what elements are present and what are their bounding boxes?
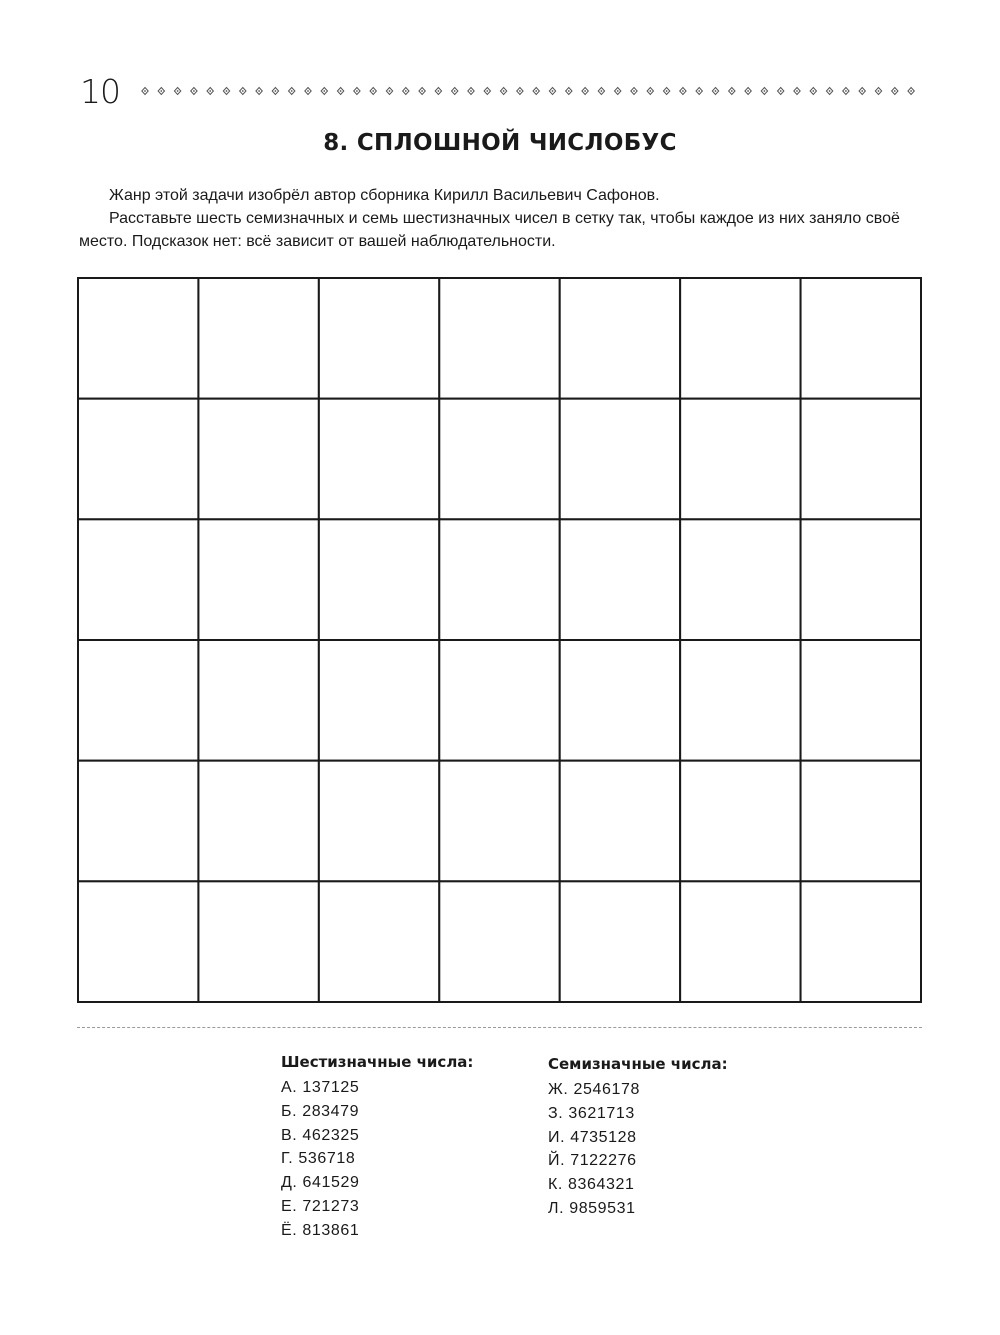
list-item: Ж. 2546178 (548, 1081, 640, 1098)
grid-cell[interactable] (78, 278, 198, 399)
list-item: И. 4735128 (548, 1128, 637, 1146)
grid-cell[interactable] (78, 881, 198, 1002)
grid-cell[interactable] (439, 399, 559, 520)
grid-cell[interactable] (560, 519, 680, 640)
list-item: Ё. 813861 (281, 1221, 360, 1239)
grid-cell[interactable] (560, 278, 680, 399)
grid-cell[interactable] (319, 278, 439, 399)
grid-cell[interactable] (801, 399, 921, 520)
grid-cell[interactable] (198, 399, 318, 520)
grid-cell[interactable] (198, 881, 318, 1002)
page-title: 8. СПЛОШНОЙ ЧИСЛОБУС (323, 130, 677, 156)
dashed-divider (77, 1027, 922, 1028)
grid-cell[interactable] (801, 278, 921, 399)
grid-cell[interactable] (560, 399, 680, 520)
grid-cell[interactable] (680, 881, 800, 1002)
six-digit-list (281, 1051, 473, 1243)
grid-cell[interactable] (801, 761, 921, 882)
seven-digit-list-title: Семизначные числа: (548, 1055, 728, 1073)
grid-cell[interactable] (680, 399, 800, 520)
grid-cell[interactable] (439, 881, 559, 1002)
grid-cell[interactable] (680, 519, 800, 640)
grid-cell[interactable] (801, 519, 921, 640)
grid-cell[interactable] (801, 640, 921, 761)
dotted-rule (140, 83, 925, 97)
grid-cell[interactable] (78, 761, 198, 882)
list-item: З. 3621713 (548, 1104, 635, 1122)
grid-cell[interactable] (78, 519, 198, 640)
list-item: К. 8364321 (548, 1176, 635, 1194)
seven-digit-list (548, 1053, 728, 1221)
intro-text (79, 184, 929, 253)
grid-cell[interactable] (680, 640, 800, 761)
list-item: Д. 641529 (281, 1174, 360, 1192)
six-digit-list-title: Шестизначные числа: (281, 1053, 474, 1071)
grid-cell[interactable] (78, 640, 198, 761)
puzzle-grid (77, 277, 922, 1003)
intro-paragraph-2: Расставьте шесть семизначных и семь шестизначных чисел в сетку так, чтобы каждое из них заняло своё место. Подсказок нет: всё зависит от вашей наблюдательности. (79, 210, 900, 250)
grid-cell[interactable] (198, 640, 318, 761)
grid-cell[interactable] (680, 761, 800, 882)
list-item: Г. 536718 (281, 1150, 356, 1168)
grid-cell[interactable] (439, 278, 559, 399)
grid-cell[interactable] (560, 761, 680, 882)
list-item: В. 462325 (281, 1126, 360, 1144)
list-item: Й. 7122276 (548, 1152, 637, 1170)
grid-cell[interactable] (319, 399, 439, 520)
list-item: Б. 283479 (281, 1102, 360, 1120)
grid-cell[interactable] (198, 278, 318, 399)
grid-cell[interactable] (560, 640, 680, 761)
list-item: Л. 9859531 (548, 1199, 636, 1217)
list-item: А. 137125 (281, 1079, 360, 1096)
grid-cell[interactable] (680, 278, 800, 399)
page-number: 10 (80, 72, 120, 111)
grid-cell[interactable] (319, 881, 439, 1002)
diamond-dot-icon (140, 84, 925, 97)
grid-cell[interactable] (560, 881, 680, 1002)
intro-paragraph-1: Жанр этой задачи изобрёл автор сборника Кирилл Васильевич Сафонов. (109, 187, 660, 204)
grid-cell[interactable] (78, 399, 198, 520)
grid-cell[interactable] (319, 640, 439, 761)
grid-cell[interactable] (801, 881, 921, 1002)
grid-cell[interactable] (198, 519, 318, 640)
grid-cell[interactable] (319, 519, 439, 640)
grid-cell[interactable] (319, 761, 439, 882)
grid-cell[interactable] (439, 640, 559, 761)
list-item: Е. 721273 (281, 1197, 360, 1215)
grid-cell[interactable] (439, 761, 559, 882)
grid-cell[interactable] (198, 761, 318, 882)
grid-cell[interactable] (439, 519, 559, 640)
